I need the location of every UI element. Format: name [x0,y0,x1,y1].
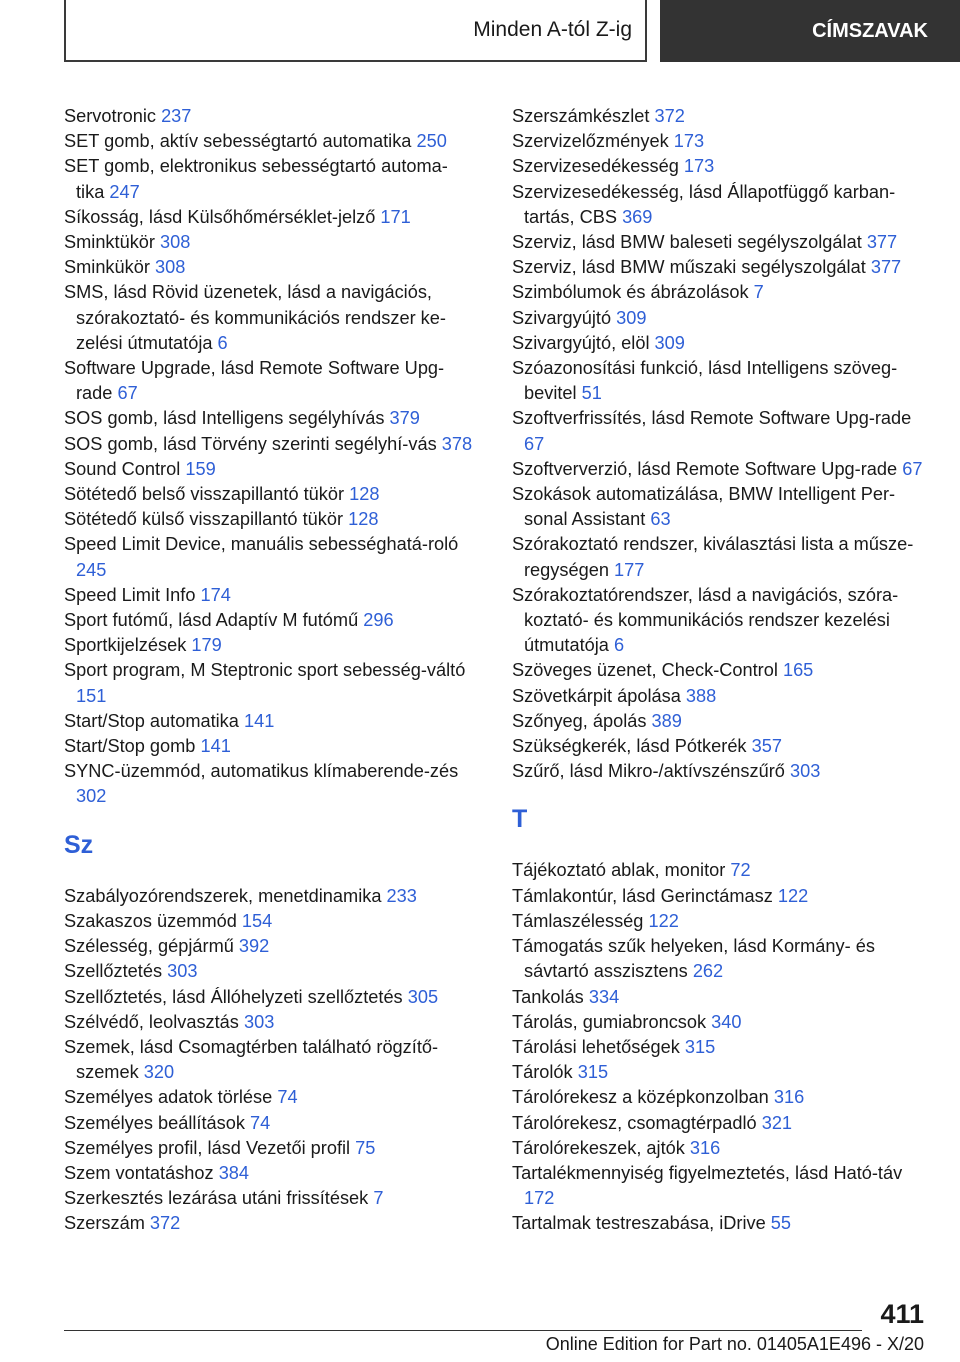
index-entry [64,709,474,734]
index-entry-term: Szivargyújtó, elöl [512,332,650,353]
index-entry [512,1136,932,1161]
index-entry [512,1111,932,1136]
index-entry [64,406,474,431]
index-entry-page-link[interactable]: 305 [407,986,439,1007]
index-entry [512,230,932,255]
index-entry [512,532,932,582]
index-entry-term: Szórakoztatórendszer, lásd a navigációs, szóra‐koztató- és kommunikációs rendszer kezelési útmutatója [512,584,899,656]
index-entry-term: SOS gomb, lásd Intelligens segélyhívás [64,408,385,429]
index-entry [64,1161,474,1186]
index-entry [512,129,932,154]
index-entry-page-link[interactable]: 151 [76,685,107,706]
index-entry-term: Sportkijelzések [64,635,187,656]
index-entry-page-link[interactable]: 378 [441,433,473,454]
index-entry [64,532,474,582]
index-entry [64,457,474,482]
index-entry-term: Szűrő, lásd Mikro-/aktívszénszűrő [512,761,785,782]
index-entry-term: Személyes adatok törlése [64,1087,273,1108]
index-entry [64,1035,474,1085]
index-entry [64,959,474,984]
index-entry-page-link[interactable]: 308 [154,257,186,278]
index-entry [512,884,932,909]
index-column-right [512,104,932,1237]
index-entry [512,482,932,532]
index-entry-page-link[interactable]: 309 [616,307,647,328]
index-entry [512,909,932,934]
index-entry-page-link[interactable]: 316 [689,1137,721,1158]
index-entry-page-link[interactable]: 334 [588,986,620,1007]
index-entry-page-link[interactable]: 173 [673,131,705,152]
index-entry [64,985,474,1010]
index-entry-page-link[interactable]: 63 [650,509,671,530]
index-entry-page-link[interactable]: 392 [238,936,270,957]
index-entry-page-link[interactable]: 389 [651,710,682,731]
index-entry [64,205,474,230]
index-entry [64,583,474,608]
index-entry-page-link[interactable]: 377 [870,257,902,278]
index-entry-page-link[interactable]: 174 [200,584,231,605]
index-entry-page-link[interactable]: 308 [160,232,191,253]
tab-chapter-title: CÍMSZAVAK [660,0,960,62]
footer-divider [64,1330,862,1331]
index-entry [512,255,932,280]
index-entry [64,255,474,280]
index-entry-page-link[interactable]: 141 [200,736,231,757]
index-entry-term: Software Upgrade, lásd Remote Software Upg‐rade [64,358,445,404]
index-entry-term: Szervizelőzmények [512,131,669,152]
index-entry [64,482,474,507]
index-entry-page-link[interactable]: 165 [782,660,814,681]
index-entry [64,432,474,457]
index-entry-term: Személyes profil, lásd Vezetői profil [64,1137,351,1158]
index-entry-page-link[interactable]: 6 [217,332,228,353]
index-entry-term: Servotronic [64,106,156,126]
index-entry-term: Sport program, M Steptronic sport sebesség‐váltó [64,660,466,681]
index-entry-term: Sötétedő külső visszapillantó tükör [64,509,344,530]
index-entry [512,406,932,456]
index-entry-page-link[interactable]: 51 [581,383,602,404]
index-entry-page-link[interactable]: 316 [773,1087,805,1108]
index-entry-term: Szervizesedékesség [512,156,679,177]
index-entry-page-link[interactable]: 75 [355,1137,376,1158]
index-entry-term: Tárolók [512,1062,573,1083]
index-entry [64,934,474,959]
index-entry-term: Tájékoztató ablak, monitor [512,860,726,881]
index-entry [512,104,932,129]
index-entry-term: Szivargyújtó [512,307,612,328]
index-entry-term: Személyes beállítások [64,1112,245,1133]
index-entry [512,154,932,179]
index-entry [512,734,932,759]
footer-edition: Online Edition for Part no. 01405A1E496 - X/20 [545,1334,924,1354]
index-entry [512,356,932,406]
index-entry-term: SOS gomb, lásd Törvény szerinti segélyhí‐vás [64,433,437,454]
tab-section-title: Minden A-tól Z-ig [64,0,647,62]
index-entry-page-link[interactable]: 67 [902,458,923,479]
index-entry-page-link[interactable]: 141 [243,710,275,731]
index-entry [512,709,932,734]
index-entry-term: Szerszám [64,1213,145,1234]
index-entry-term: Szórakoztató rendszer, kiválasztási lista a műsze‐regységen [512,534,914,580]
index-entry [64,1186,474,1211]
index-entry-page-link[interactable]: 262 [692,961,724,982]
index-section-heading: T [512,805,528,834]
index-entry-page-link[interactable]: 67 [524,433,545,454]
index-entry-page-link[interactable]: 320 [143,1062,175,1083]
index-entry-term: Szerviz, lásd BMW baleseti segélyszolgálat [512,232,862,253]
index-entry-page-link[interactable]: 72 [730,860,751,881]
index-entry [512,306,932,331]
index-entry-page-link[interactable]: 55 [770,1213,791,1234]
index-entry-page-link[interactable]: 315 [684,1036,716,1057]
index-entry-term: Szimbólumok és ábrázolások [512,282,749,303]
index-entry [64,1085,474,1110]
index-entry-term: Szem vontatáshoz [64,1162,214,1183]
index-entry-term: Szélvédő, leolvasztás [64,1011,239,1032]
index-entry-page-link[interactable]: 247 [109,181,140,202]
index-entry-page-link[interactable]: 74 [250,1112,271,1133]
index-entry-term: Sminktükör [64,232,155,253]
index-entry-page-link[interactable]: 303 [167,961,198,982]
index-entry-page-link[interactable]: 384 [218,1162,250,1183]
index-entry-page-link[interactable]: 296 [363,610,394,631]
index-entry [512,1085,932,1110]
index-entry-term: SMS, lásd Rövid üzenetek, lásd a navigációs, szórakoztató- és kommunikációs rendszer ke‐zelési útmutatója [64,282,446,353]
index-entry [64,104,474,129]
index-entry-term: Szövetkárpit ápolása [512,685,681,706]
index-entry [512,985,932,1010]
index-entry [64,154,474,204]
index-entry-term: Szellőztetés, lásd Állóhelyzeti szellőztetés [64,986,403,1007]
index-entry-term: Tartalékmennyiség figyelmeztetés, lásd Ható‐táv [512,1162,903,1183]
index-entry [512,583,932,659]
index-entry [64,759,474,809]
index-entry-page-link[interactable]: 74 [277,1087,298,1108]
index-entry [512,180,932,230]
index-entry-page-link[interactable]: 179 [191,635,222,656]
index-entry-page-link[interactable]: 303 [243,1011,275,1032]
index-entry [512,1035,932,1060]
index-entry-term: Sminkükör [64,257,150,278]
index-entry-term: Szerviz, lásd BMW műszaki segélyszolgálat [512,257,866,278]
index-entry-term: Tartalmak testreszabása, iDrive [512,1213,766,1234]
index-entry-page-link[interactable]: 369 [622,206,653,227]
index-entry-term: Szerszámkészlet [512,106,650,126]
index-entry [512,1211,932,1236]
index-entry-term: Tárolórekeszek, ajtók [512,1137,685,1158]
index-entry-term: Tankolás [512,986,584,1007]
index-entry-page-link[interactable]: 377 [866,232,898,253]
index-entry-page-link[interactable]: 172 [524,1188,555,1209]
index-entry [64,734,474,759]
index-entry [64,909,474,934]
index-entry-term: Tárolórekesz a középkonzolban [512,1087,769,1108]
index-entry [64,129,474,154]
index-entry-term: SET gomb, elektronikus sebességtartó automa‐tika [64,156,448,202]
index-entry [512,1010,932,1035]
index-section-heading: Sz [64,830,94,859]
index-entry [64,356,474,406]
index-entry-term: Szoftververzió, lásd Remote Software Upg‐rade [512,458,898,479]
index-entry-page-link[interactable]: 122 [648,910,679,931]
index-entry-term: Szerkesztés lezárása utáni frissítések [64,1188,369,1209]
index-entry [512,684,932,709]
index-entry-page-link[interactable]: 315 [577,1062,609,1083]
index-entry-page-link[interactable]: 357 [751,736,782,757]
index-entry [512,331,932,356]
index-entry-term: Támlakontúr, lásd Gerinctámasz [512,885,773,906]
index-entry-page-link[interactable]: 372 [654,106,685,126]
index-entry-term: Speed Limit Info [64,584,196,605]
index-entry-term: Szakaszos üzemmód [64,910,237,931]
index-entry-page-link[interactable]: 233 [386,885,417,906]
index-entry-page-link[interactable]: 250 [416,131,447,152]
index-entry [64,1111,474,1136]
index-entry [64,658,474,708]
index-entry [512,1060,932,1085]
index-entry-page-link[interactable]: 67 [117,383,138,404]
index-entry [512,759,932,784]
index-column-left [64,104,474,1237]
index-entry-page-link[interactable]: 379 [389,408,420,429]
index-entry-term: Támogatás szűk helyeken, lásd Kormány- és sávtartó asszisztens [512,936,875,982]
index-entry-page-link[interactable]: 6 [614,635,625,656]
index-entry-term: Szélesség, gépjármű [64,936,234,957]
index-entry-page-link[interactable]: 388 [685,685,717,706]
index-entry-term: Támlaszélesség [512,910,644,931]
index-entry-term: Szemek, lásd Csomagtérben található rögzítő‐szemek [64,1036,439,1083]
index-entry-page-link[interactable]: 122 [777,885,809,906]
index-entry-page-link[interactable]: 303 [789,761,821,782]
index-entry-page-link[interactable]: 173 [683,156,715,177]
index-entry-term: Sötétedő belső visszapillantó tükör [64,484,345,505]
index-entry-term: Szükségkerék, lásd Pótkerék [512,736,747,757]
index-entry-term: Start/Stop automatika [64,710,239,731]
index-entry-term: Speed Limit Device, manuális sebességhatá‐roló [64,534,459,555]
index-entry [64,230,474,255]
index-entry-term: Tárolási lehetőségek [512,1036,680,1057]
index-entry [512,280,932,305]
index-entry-term: Sport futómű, lásd Adaptív M futómű [64,610,359,631]
index-entry [64,1010,474,1035]
index-entry-term: Tárolás, gumiabroncsok [512,1011,707,1032]
index-entry-page-link[interactable]: 154 [241,910,273,931]
index-entry [512,457,932,482]
index-entry-term: Start/Stop gomb [64,736,196,757]
index-entry-term: Síkosság, lásd Külsőhőmérséklet-jelző [64,206,376,227]
index-entry-page-link[interactable]: 245 [76,559,107,580]
index-entry [64,1211,474,1236]
index-entry-term: Szokások automatizálása, BMW Intelligent Per‐sonal Assistant [512,484,896,530]
index-entry-term: SET gomb, aktív sebességtartó automatika [64,131,412,152]
index-entry [64,633,474,658]
index-entry-term: Tárolórekesz, csomagtérpadló [512,1112,757,1133]
index-entry [512,658,932,683]
index-entry-term: Szabályozórendszerek, menetdinamika [64,885,382,906]
index-entry-page-link[interactable]: 309 [654,332,685,353]
index-entry [64,507,474,532]
index-entry [512,858,932,883]
index-entry [64,608,474,633]
index-entry-page-link[interactable]: 177 [614,559,645,580]
index-entry-term: Sound Control [64,458,181,479]
index-entry-term: Szőnyeg, ápolás [512,710,647,731]
index-entry-page-link[interactable]: 171 [380,206,411,227]
index-entry [64,884,474,909]
index-entry [64,280,474,356]
index-entry-term: Szóazonosítási funkció, lásd Intelligens szöveg‐bevitel [512,358,898,404]
index-entry [512,934,932,984]
index-entry-term: SYNC-üzemmód, automatikus klímaberende‐zés [64,761,459,782]
index-entry-term: Szervizesedékesség, lásd Állapotfüggő karban‐tartás, CBS [512,181,896,227]
index-entry-term: Szellőztetés [64,961,163,982]
index-entry-page-link[interactable]: 128 [348,509,379,530]
index-entry [64,1136,474,1161]
index-entry-page-link[interactable]: 302 [76,786,107,807]
index-entry-page-link[interactable]: 128 [349,484,380,505]
index-entry-term: Szoftverfrissítés, lásd Remote Software Upg‐rade [512,408,912,429]
index-entry-term: Szöveges üzenet, Check-Control [512,660,778,681]
page-number: 411 [880,1299,924,1329]
index-entry-page-link[interactable]: 372 [149,1213,181,1234]
header-tabs [0,0,960,66]
index-entry-page-link[interactable]: 237 [161,106,192,126]
index-entry-page-link[interactable]: 159 [185,458,216,479]
index-entry-page-link[interactable]: 7 [753,282,764,303]
index-entry-page-link[interactable]: 7 [373,1188,384,1209]
index-entry-page-link[interactable]: 340 [711,1011,742,1032]
index-entry [512,1161,932,1211]
index-entry-page-link[interactable]: 321 [761,1112,793,1133]
